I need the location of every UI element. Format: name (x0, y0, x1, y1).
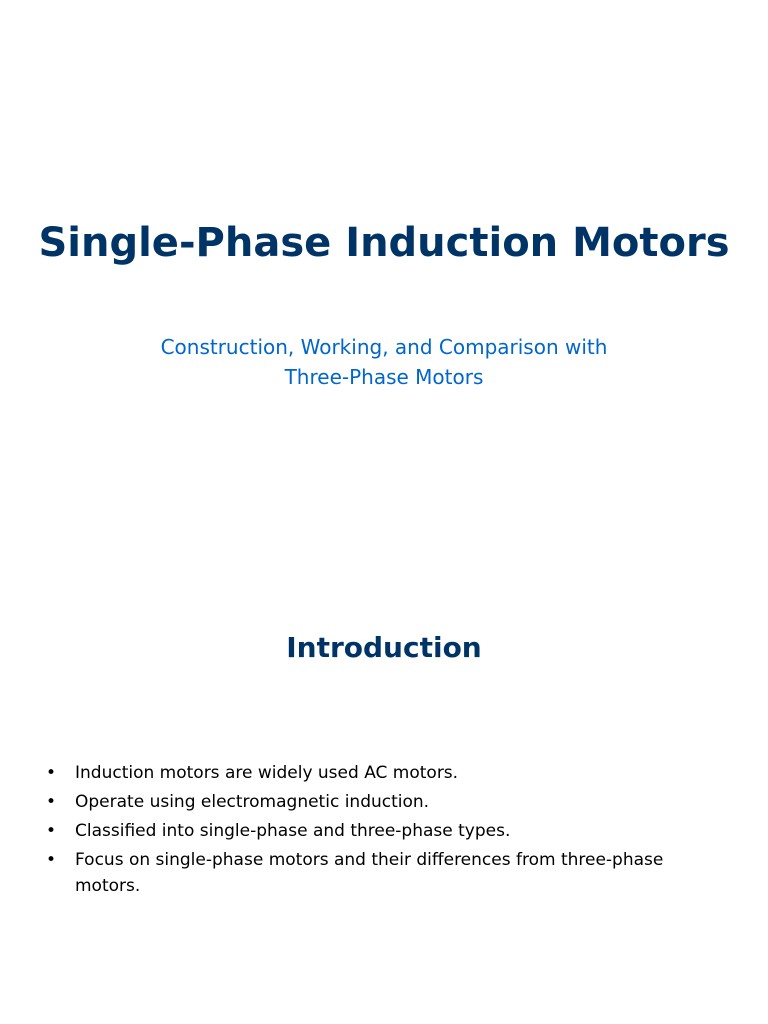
bullet-icon: • (46, 850, 57, 870)
bullet-list (40, 760, 700, 902)
section-heading: Introduction (286, 631, 482, 664)
bullet-icon: • (46, 821, 57, 841)
list-item (40, 847, 700, 899)
bullet-text: Focus on single-phase motors and their differences from three-phase motors. (75, 850, 664, 896)
bullet-icon: • (46, 792, 57, 812)
bullet-icon: • (46, 763, 57, 783)
slide-subtitle: Construction, Working, and Comparison with Three-Phase Motors (160, 335, 608, 389)
bullet-text: Classified into single-phase and three-phase types. (75, 821, 511, 841)
list-item (40, 818, 700, 844)
introduction-slide (0, 512, 768, 1024)
list-item (40, 760, 700, 786)
list-item (40, 789, 700, 815)
bullet-text: Induction motors are widely used AC motors. (75, 763, 459, 783)
slide-title: Single-Phase Induction Motors (38, 220, 730, 266)
bullet-text: Operate using electromagnetic induction. (75, 792, 430, 812)
